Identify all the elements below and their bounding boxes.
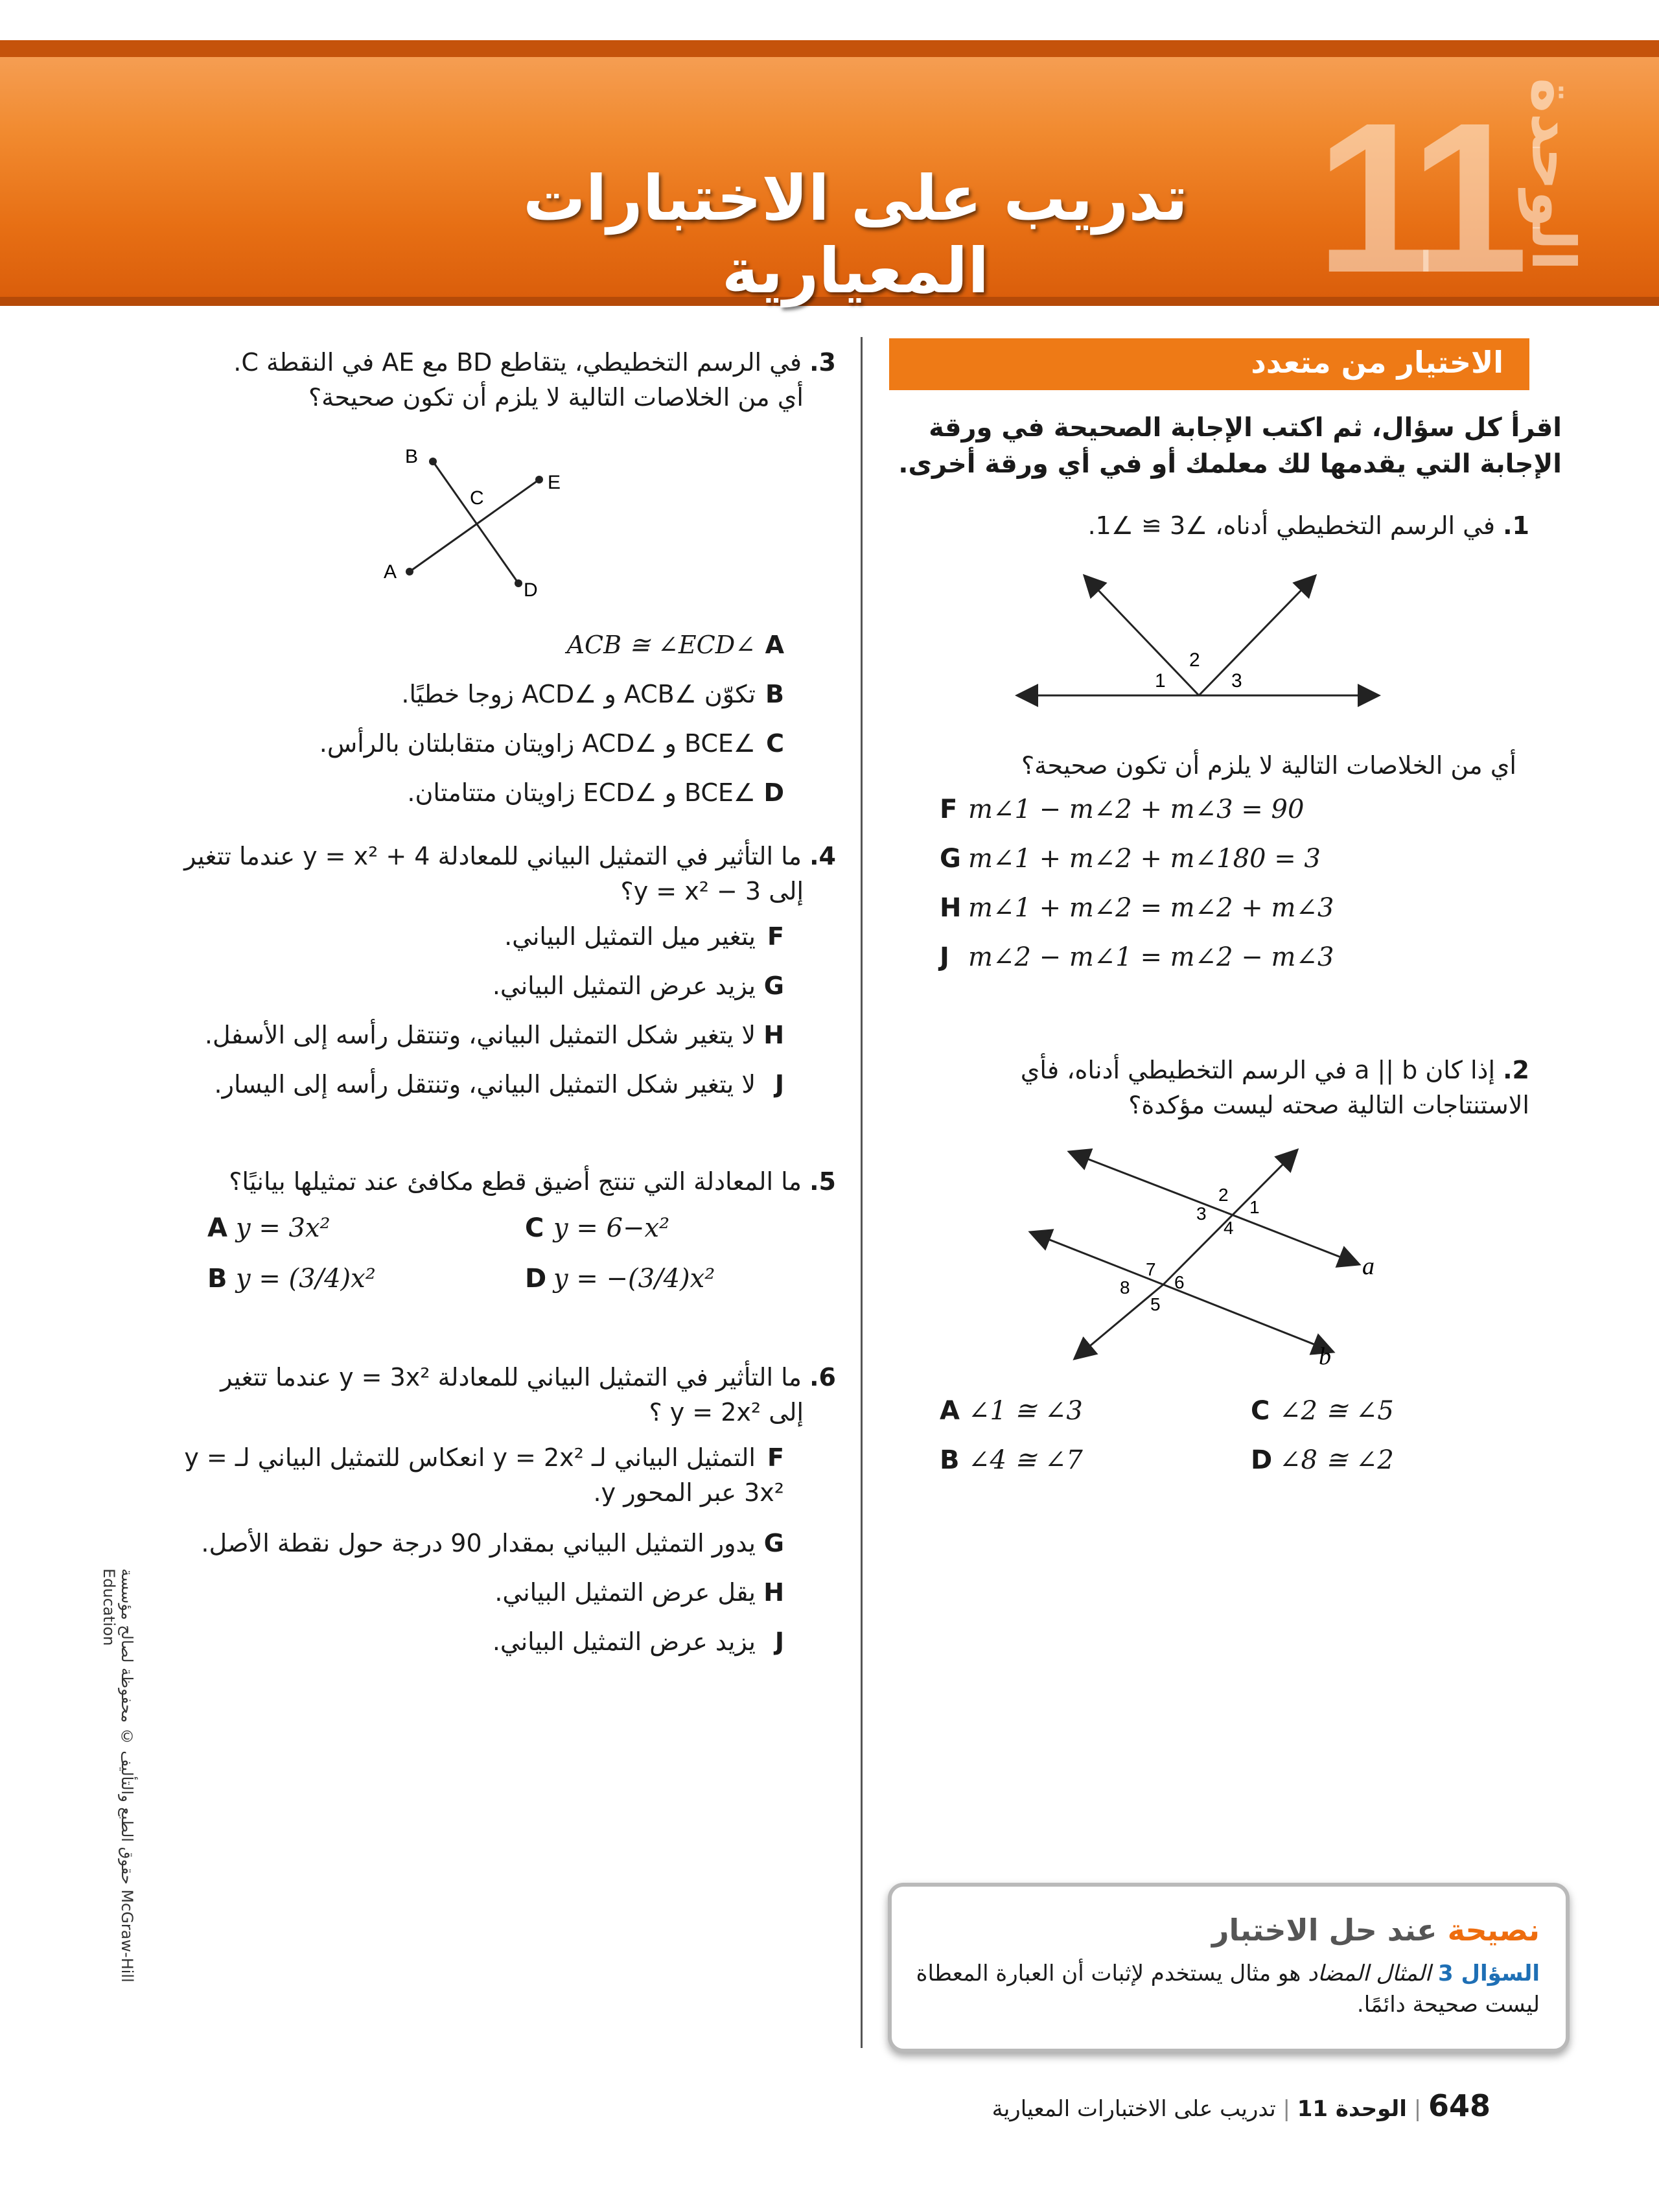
q1-options [940, 792, 1393, 989]
footer-unit: الوحدة 11 [1297, 2096, 1407, 2122]
section-title: الاختيار من متعدد [1251, 345, 1503, 380]
q3-point-c: C [470, 487, 484, 509]
q4-stem-line2: إلى y = x² − 3؟ [620, 877, 804, 905]
section-instructions: اقرأ كل سؤال، ثم اكتب الإجابة الصحيحة في ورقة الإجابة التي يقدمها لك معلمك أو في أي ورقة أخرى. [898, 413, 1562, 479]
q6-number: 6. [809, 1363, 836, 1391]
q2-number: 2. [1503, 1056, 1529, 1084]
q2-stem [907, 1053, 1529, 1123]
column-divider [861, 337, 863, 2048]
q2-diagram [1024, 1141, 1387, 1374]
q1-label-2: 2 [1189, 649, 1200, 671]
q3-options [194, 627, 784, 824]
q5-option-a[interactable]: A y = 3x² [207, 1213, 331, 1243]
q6-option-h[interactable]: Hيقل عرض التمثيل البياني. [494, 1578, 784, 1607]
q1-label-1: 1 [1155, 670, 1166, 692]
q2-label-1: 1 [1249, 1197, 1260, 1217]
q3-point-b: B [405, 447, 419, 467]
q5-stem [194, 1164, 836, 1199]
q1-ray-right [1199, 577, 1314, 695]
copyright-credit: حقوق الطبع والتأليف © محفوظة لصالح مؤسسة McGraw-Hill Education [100, 1568, 136, 1983]
q2-line-a [1225, 1212, 1358, 1264]
q6-option-j[interactable]: Jيزيد عرض التمثيل البياني. [492, 1627, 784, 1656]
q2-stem-text: إذا كان a || b في الرسم التخطيطي أدناه، فأي الاستنتاجات التالية صحته ليست مؤكدة؟ [1020, 1056, 1529, 1119]
q2-label-5: 5 [1150, 1294, 1161, 1314]
q2-option-a[interactable]: A ∠1 ≅ ∠3 [940, 1396, 1083, 1426]
q3-option-c[interactable]: C∠BCE و ∠ACD زاويتان متقابلتان بالرأس. [319, 729, 784, 758]
q4-option-f[interactable]: Fيتغير ميل التمثيل البياني. [504, 922, 784, 951]
q3-point-d: D [524, 579, 538, 601]
q2-label-2: 2 [1218, 1185, 1229, 1205]
q2-label-a: a [1362, 1253, 1375, 1280]
footer-chapter: تدريب على الاختبارات المعيارية [992, 2096, 1276, 2122]
q2-label-4: 4 [1224, 1218, 1234, 1238]
q1-ray-left [1085, 577, 1199, 695]
q2-option-b[interactable]: B ∠4 ≅ ∠7 [940, 1445, 1083, 1475]
q2-line-b [1163, 1285, 1332, 1351]
q6-stem-line2: إلى y = 2x² ؟ [649, 1398, 804, 1426]
unit-label: الوحدة [1518, 78, 1588, 271]
q2-label-7: 7 [1146, 1259, 1156, 1279]
q5-options [207, 1211, 791, 1312]
q2-line-b-left [1032, 1233, 1163, 1285]
q6-option-g[interactable]: Gيدور التمثيل البياني بمقدار 90 درجة حول نقطة الأصل. [201, 1529, 784, 1557]
page-number: 648 [1428, 2088, 1491, 2123]
q1-option-f[interactable]: F m∠1 − m∠2 + m∠3 = 90 [940, 795, 1305, 824]
q1-question: أي من الخلاصات التالية لا يلزم أن تكون صحيحة؟ [1021, 751, 1516, 780]
page-title: تدريب على الاختبارات المعيارية [523, 162, 1188, 307]
q3-stem-line2: أي من الخلاصات التالية لا يلزم أن تكون صحيحة؟ [308, 383, 804, 412]
page-footer: 648 | الوحدة 11 | تدريب على الاختبارات المعيارية [992, 2088, 1491, 2123]
q1-option-j[interactable]: J m∠2 − m∠1 = m∠2 − m∠3 [940, 942, 1334, 972]
q2-label-6: 6 [1174, 1272, 1185, 1292]
q3-number: 3. [809, 348, 836, 377]
q3-option-b[interactable]: Bتكوّن ∠ACB و ∠ACD زوجا خطيًا. [401, 680, 784, 708]
q5-option-d[interactable]: D y = −(3/4)x² [525, 1264, 715, 1294]
q6-stem-line1: ما التأثير في التمثيل البياني للمعادلة y = 3x² عندما تتغير [220, 1363, 802, 1391]
q2-label-b: b [1319, 1343, 1331, 1370]
header-top-strip [0, 40, 1659, 57]
q1-stem [972, 508, 1529, 543]
q5-number: 5. [809, 1167, 836, 1196]
q4-option-j[interactable]: Jلا يتغير شكل التمثيل البياني، وتنتقل رأسه إلى اليسار. [214, 1070, 784, 1099]
q1-label-3: 3 [1231, 670, 1242, 692]
q1-option-g[interactable]: G m∠1 + m∠2 + m∠180 = 3 [940, 844, 1321, 874]
q4-number: 4. [809, 842, 836, 870]
q1-option-h[interactable]: H m∠1 + m∠2 = m∠2 + m∠3 [940, 893, 1334, 923]
q2-label-8: 8 [1120, 1277, 1130, 1298]
q2-option-c[interactable]: C ∠2 ≅ ∠5 [1251, 1396, 1394, 1426]
q4-options [194, 919, 784, 1116]
q3-option-d[interactable]: D∠BCE و ∠ECD زاويتان متتامتان. [407, 778, 784, 807]
q4-option-h[interactable]: Hلا يتغير شكل التمثيل البياني، وتنتقل رأسه إلى الأسفل. [204, 1021, 784, 1049]
section-band [889, 338, 1529, 390]
test-tip-box [888, 1883, 1570, 2053]
q3-stem [194, 345, 836, 415]
q6-option-f[interactable]: Fالتمثيل البياني لـ y = 2x² انعكاس للتمثيل البياني لـ y = 3x² عبر المحور y. [184, 1443, 784, 1507]
q1-number: 1. [1503, 511, 1529, 540]
q5-option-b[interactable]: B y = (3/4)x² [207, 1264, 376, 1294]
q4-option-g[interactable]: Gيزيد عرض التمثيل البياني. [492, 972, 784, 1000]
q2-option-d[interactable]: D ∠8 ≅ ∠2 [1251, 1445, 1394, 1475]
q1-diagram [1011, 564, 1387, 713]
q3-stem-line1: في الرسم التخطيطي، يتقاطع BD مع AE في النقطة C. [233, 348, 802, 377]
tip-body: السؤال 3 المثال المضاد هو مثال يستخدم لإثبات أن العبارة المعطاة ليست صحيحة دائمًا. [916, 1961, 1540, 2018]
q1-stem-text: في الرسم التخطيطي أدناه، ∠3 ≅ ∠1. [1087, 511, 1496, 540]
q5-stem-text: ما المعادلة التي تنتج أضيق قطع مكافئ عند تمثيلها بيانيًا؟ [229, 1167, 802, 1196]
tip-title: نصيحة عند حل الاختبار [1212, 1913, 1540, 1948]
q2-options [940, 1393, 1458, 1492]
q5-option-c[interactable]: C y = 6−x² [525, 1213, 670, 1243]
q2-label-3: 3 [1196, 1204, 1207, 1224]
q3-diagram [369, 447, 577, 609]
unit-number: 11 [1316, 78, 1516, 317]
q3-point-a: A [384, 561, 397, 583]
q3-point-e: E [548, 472, 561, 493]
q6-stem [168, 1360, 836, 1430]
q3-option-a[interactable]: A∠ACB ≅ ∠ECD [566, 631, 784, 659]
q4-stem [168, 839, 836, 909]
q4-stem-line1: ما التأثير في التمثيل البياني للمعادلة y = x² + 4 عندما تتغير [184, 842, 802, 870]
q3-segment-bd [433, 461, 518, 583]
q6-options [181, 1440, 784, 1673]
